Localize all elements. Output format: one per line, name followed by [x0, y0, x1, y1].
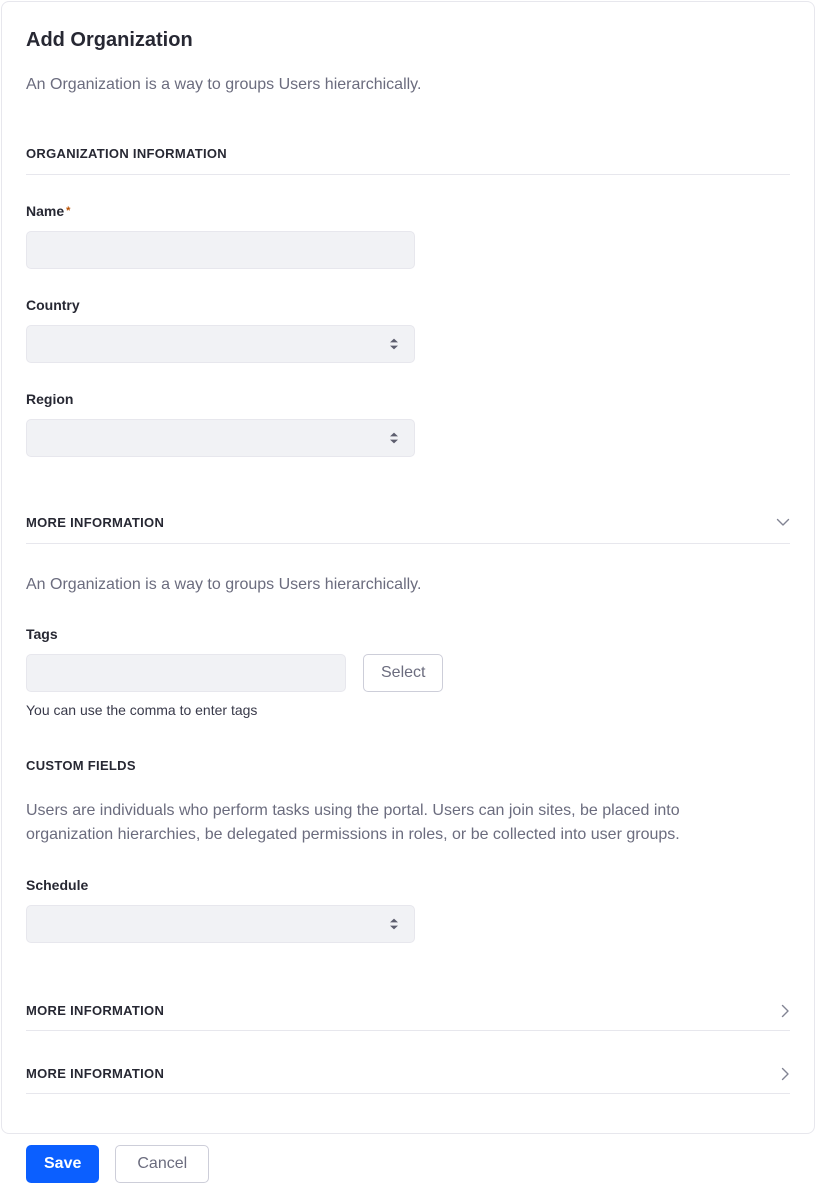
name-field-group [26, 203, 790, 269]
form-actions [26, 1145, 790, 1183]
name-label: Name * [26, 203, 71, 219]
chevron-right-icon [781, 1067, 790, 1081]
required-marker: * [66, 205, 71, 217]
schedule-field-group [26, 877, 790, 943]
add-organization-form-card [1, 1, 815, 1172]
section-heading: MORE INFORMATION [26, 515, 165, 530]
chevron-right-icon [781, 1004, 790, 1018]
schedule-label: Schedule [26, 877, 89, 893]
page-subtitle: An Organization is a way to groups Users hierarchically. [26, 76, 422, 93]
page-title: Add Organization [26, 29, 193, 51]
section-organization-information [26, 146, 790, 175]
region-label: Region [26, 391, 74, 407]
select-caret-icon [388, 917, 400, 931]
section-heading: CUSTOM FIELDS [26, 758, 136, 773]
section-more-information-collapsed-2[interactable] [26, 1066, 790, 1094]
section-more-information-collapsed-1[interactable] [26, 1003, 790, 1031]
more-information-description: An Organization is a way to groups Users hierarchically. [26, 576, 422, 593]
section-heading: MORE INFORMATION [26, 1003, 165, 1018]
tags-input[interactable] [26, 654, 346, 692]
name-input[interactable] [26, 231, 415, 269]
region-select[interactable] [26, 419, 415, 457]
select-caret-icon [388, 431, 400, 445]
country-field-group [26, 297, 790, 363]
tags-select-button[interactable]: Select [363, 654, 443, 692]
country-label: Country [26, 297, 80, 313]
region-field-group [26, 391, 790, 457]
tags-field-group [26, 626, 790, 719]
chevron-down-icon [776, 518, 790, 527]
section-heading: ORGANIZATION INFORMATION [26, 146, 227, 161]
save-button[interactable]: Save [26, 1145, 99, 1183]
country-select[interactable] [26, 325, 415, 363]
schedule-select[interactable] [26, 905, 415, 943]
tags-help-text: You can use the comma to enter tags [26, 702, 258, 718]
tags-row [26, 644, 790, 692]
tags-label: Tags [26, 626, 58, 642]
section-more-information-expanded[interactable] [26, 515, 790, 544]
section-heading: MORE INFORMATION [26, 1066, 165, 1081]
custom-fields-description: Users are individuals who perform tasks using the portal. Users can join sites, be placed into organization hierarchies, be delegated permissions in roles, or be collected into user groups. [26, 802, 680, 843]
cancel-button[interactable]: Cancel [115, 1145, 209, 1183]
select-caret-icon [388, 337, 400, 351]
section-custom-fields [26, 757, 790, 775]
